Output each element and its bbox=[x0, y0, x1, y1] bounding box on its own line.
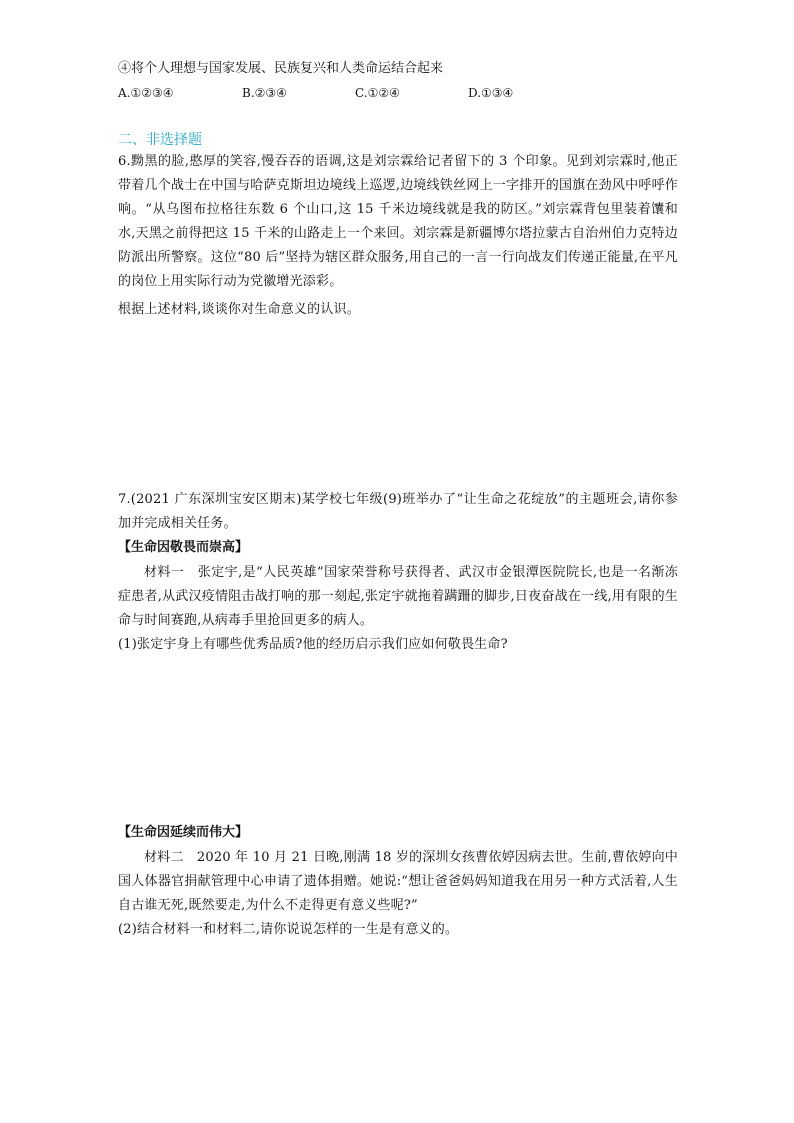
part-1-heading: 【生命因敬畏而崇高】 bbox=[118, 540, 249, 555]
part-2-heading: 【生命因延续而伟大】 bbox=[118, 825, 249, 840]
option-b: B.②③④ bbox=[242, 86, 287, 100]
question-6-prompt: 根据上述材料,谈谈你对生命意义的认识。 bbox=[118, 302, 360, 317]
question-7-1: (1)张定宇身上有哪些优秀品质?他的经历启示我们应如何敬畏生命? bbox=[118, 637, 508, 652]
option-d: D.①③④ bbox=[468, 86, 514, 100]
question-7-2: (2)结合材料一和材料二,请你说说怎样的一生是有意义的。 bbox=[118, 922, 459, 937]
material-1: 材料一 张定宇,是“人民英雄”国家荣誉称号获得者、武汉市金银潭医院院长,也是一名渐冻症患者,从武汉疫情阻击战打响的那一刻起,张定宇就拖着蹒跚的脚步,日夜奋战在一线,用有限的生命与时间赛跑,从病毒手里抢回更多的病人。 bbox=[118, 565, 678, 628]
option-statement-4: ④将个人理想与国家发展、民族复兴和人类命运结合起来 bbox=[118, 61, 444, 76]
section-title: 二、非选择题 bbox=[118, 132, 202, 148]
question-7-intro: 7.(2021 广东深圳宝安区期末)某学校七年级(9)班举办了“让生命之花绽放”的主题班会,请你参加并完成相关任务。 bbox=[118, 492, 678, 531]
option-a: A.①②③④ bbox=[118, 86, 174, 100]
material-2: 材料二 2020 年 10 月 21 日晚,刚满 18 岁的深圳女孩曹依婷因病去世。生前,曹依婷向中国人体器官捐献管理中心申请了遗体捐赠。她说:“想让爸爸妈妈知道我在用另一种方式活着,人生自古谁无死,既然要走,为什么不走得更有意义些呢?” bbox=[118, 850, 678, 913]
question-6-material: 6.黝黑的脸,憨厚的笑容,慢吞吞的语调,这是刘宗霖给记者留下的 3 个印象。见到刘宗霖时,他正带着几个战士在中国与哈萨克斯坦边境线上巡逻,边境线铁丝网上一字排开的国旗在劲风中呼呼作响。“从乌图布拉格往东数 6 个山口,这 15 千米边境线就是我的防区。”刘宗霖背包里装着馕和水,天黑之前得把这 15 千米的山路走上一个来回。刘宗霖是新疆博尔塔拉蒙古自治州伯力克特边防派出所警察。这位“80 后”坚持为辖区群众服务,用自己的一言一行向战友们传递正能量,在平凡的岗位上用实际行动为党徽增光添彩。 bbox=[118, 154, 678, 289]
option-c: C.①②④ bbox=[355, 86, 400, 100]
